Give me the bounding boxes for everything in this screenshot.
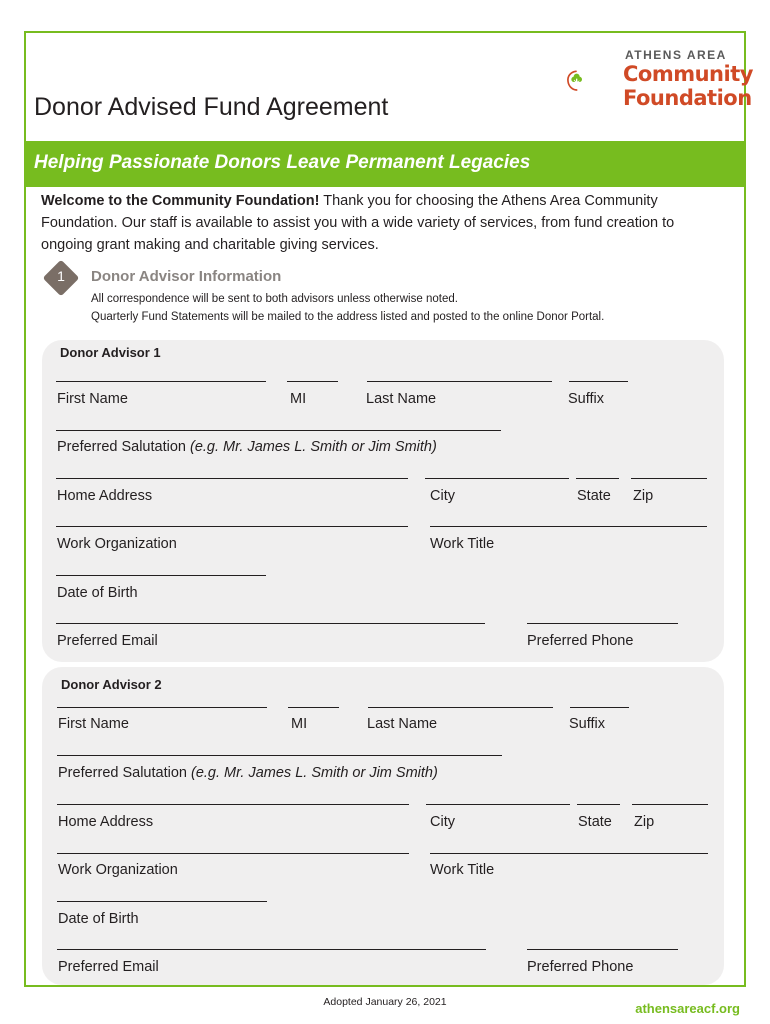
section-title: Donor Advisor Information xyxy=(91,268,282,285)
advisor2-last-name-label: Last Name xyxy=(367,716,438,732)
intro-paragraph xyxy=(41,190,721,256)
advisor2-first-name-label: First Name xyxy=(58,716,129,732)
advisor1-salutation-label: Preferred Salutation (e.g. Mr. James L. Smith or Jim Smith) xyxy=(57,439,437,455)
advisor1-dob-label: Date of Birth xyxy=(57,585,138,601)
advisor2-work-title-label: Work Title xyxy=(430,862,495,878)
advisor2-mi-field[interactable] xyxy=(288,707,339,708)
advisor2-work-org-field[interactable] xyxy=(57,853,409,854)
advisor1-work-org-label: Work Organization xyxy=(57,536,177,552)
advisor1-state-field[interactable] xyxy=(576,478,619,479)
advisor1-suffix-label: Suffix xyxy=(568,391,605,407)
advisor1-title: Donor Advisor 1 xyxy=(60,345,161,360)
advisor2-last-name-field[interactable] xyxy=(368,707,553,708)
advisor1-zip-field[interactable] xyxy=(631,478,707,479)
advisor2-city-field[interactable] xyxy=(426,804,570,805)
advisor2-email-field[interactable] xyxy=(57,949,486,950)
advisor2-zip-field[interactable] xyxy=(632,804,708,805)
advisor2-city-label: City xyxy=(430,814,455,830)
advisor1-home-address-label: Home Address xyxy=(57,488,153,504)
page-title: Donor Advised Fund Agreement xyxy=(34,93,389,121)
step-number: 1 xyxy=(57,268,65,284)
advisor2-work-title-field[interactable] xyxy=(430,853,708,854)
advisor2-first-name-field[interactable] xyxy=(57,707,267,708)
advisor1-first-name-label: First Name xyxy=(57,391,128,407)
advisor1-home-address-field[interactable] xyxy=(56,478,408,479)
advisor1-zip-label: Zip xyxy=(633,488,654,504)
advisor2-salutation-example: (e.g. Mr. James L. Smith or Jim Smith) xyxy=(191,765,438,781)
advisor2-salutation-field[interactable] xyxy=(57,755,502,756)
logo-foundation: Foundation xyxy=(623,86,752,110)
section-note-1: All correspondence will be sent to both advisors unless otherwise noted. xyxy=(91,293,458,305)
advisor1-phone-label: Preferred Phone xyxy=(527,633,634,649)
tree-icon xyxy=(566,46,626,116)
advisor2-email-label: Preferred Email xyxy=(58,959,159,975)
advisor2-suffix-field[interactable] xyxy=(570,707,629,708)
advisor1-salutation-example: (e.g. Mr. James L. Smith or Jim Smith) xyxy=(190,439,437,455)
advisor1-suffix-field[interactable] xyxy=(569,381,628,382)
advisor2-mi-label: MI xyxy=(291,716,308,732)
logo-overline: ATHENS AREA xyxy=(625,48,727,62)
advisor1-work-title-field[interactable] xyxy=(430,526,707,527)
advisor1-email-label: Preferred Email xyxy=(57,633,158,649)
advisor2-state-label: State xyxy=(578,814,612,830)
advisor2-state-field[interactable] xyxy=(577,804,620,805)
advisor2-zip-label: Zip xyxy=(634,814,655,830)
advisor2-dob-field[interactable] xyxy=(57,901,267,902)
logo-community: Community xyxy=(623,62,753,86)
intro-bold: Welcome to the Community Foundation! xyxy=(41,193,320,209)
advisor1-mi-label: MI xyxy=(290,391,307,407)
advisor1-work-title-label: Work Title xyxy=(430,536,495,552)
advisor2-phone-label: Preferred Phone xyxy=(527,959,634,975)
website-link[interactable]: athensareacf.org xyxy=(635,1001,740,1016)
advisor1-city-label: City xyxy=(430,488,455,504)
advisor1-dob-field[interactable] xyxy=(56,575,266,576)
advisor1-last-name-field[interactable] xyxy=(367,381,552,382)
tagline-text: Helping Passionate Donors Leave Permanent Legacies xyxy=(34,152,531,173)
advisor1-salutation-field[interactable] xyxy=(56,430,501,431)
advisor2-title: Donor Advisor 2 xyxy=(61,677,162,692)
advisor1-first-name-field[interactable] xyxy=(56,381,266,382)
advisor1-city-field[interactable] xyxy=(425,478,569,479)
advisor1-state-label: State xyxy=(577,488,611,504)
advisor2-work-org-label: Work Organization xyxy=(58,862,178,878)
section-note xyxy=(91,290,604,326)
advisor1-email-field[interactable] xyxy=(56,623,485,624)
tagline-banner xyxy=(24,141,746,187)
advisor1-work-org-field[interactable] xyxy=(56,526,408,527)
advisor2-dob-label: Date of Birth xyxy=(58,911,139,927)
advisor2-suffix-label: Suffix xyxy=(569,716,606,732)
advisor2-home-address-field[interactable] xyxy=(57,804,409,805)
adopted-date: Adopted January 26, 2021 xyxy=(323,996,447,1008)
advisor2-home-address-label: Home Address xyxy=(58,814,154,830)
section-note-2: Quarterly Fund Statements will be mailed to the address listed and posted to the online Donor Portal. xyxy=(91,311,605,323)
advisor2-salutation-label: Preferred Salutation (e.g. Mr. James L. Smith or Jim Smith) xyxy=(58,765,438,781)
advisor1-mi-field[interactable] xyxy=(287,381,338,382)
intro-rest: Thank you for choosing the Athens Area Community Foundation. Our staff is available to assist you with a wide variety of services, from fund creation to ongoing grant making and charitable giving services. xyxy=(41,193,675,253)
advisor1-last-name-label: Last Name xyxy=(366,391,437,407)
advisor2-phone-field[interactable] xyxy=(527,949,678,950)
advisor1-phone-field[interactable] xyxy=(527,623,678,624)
